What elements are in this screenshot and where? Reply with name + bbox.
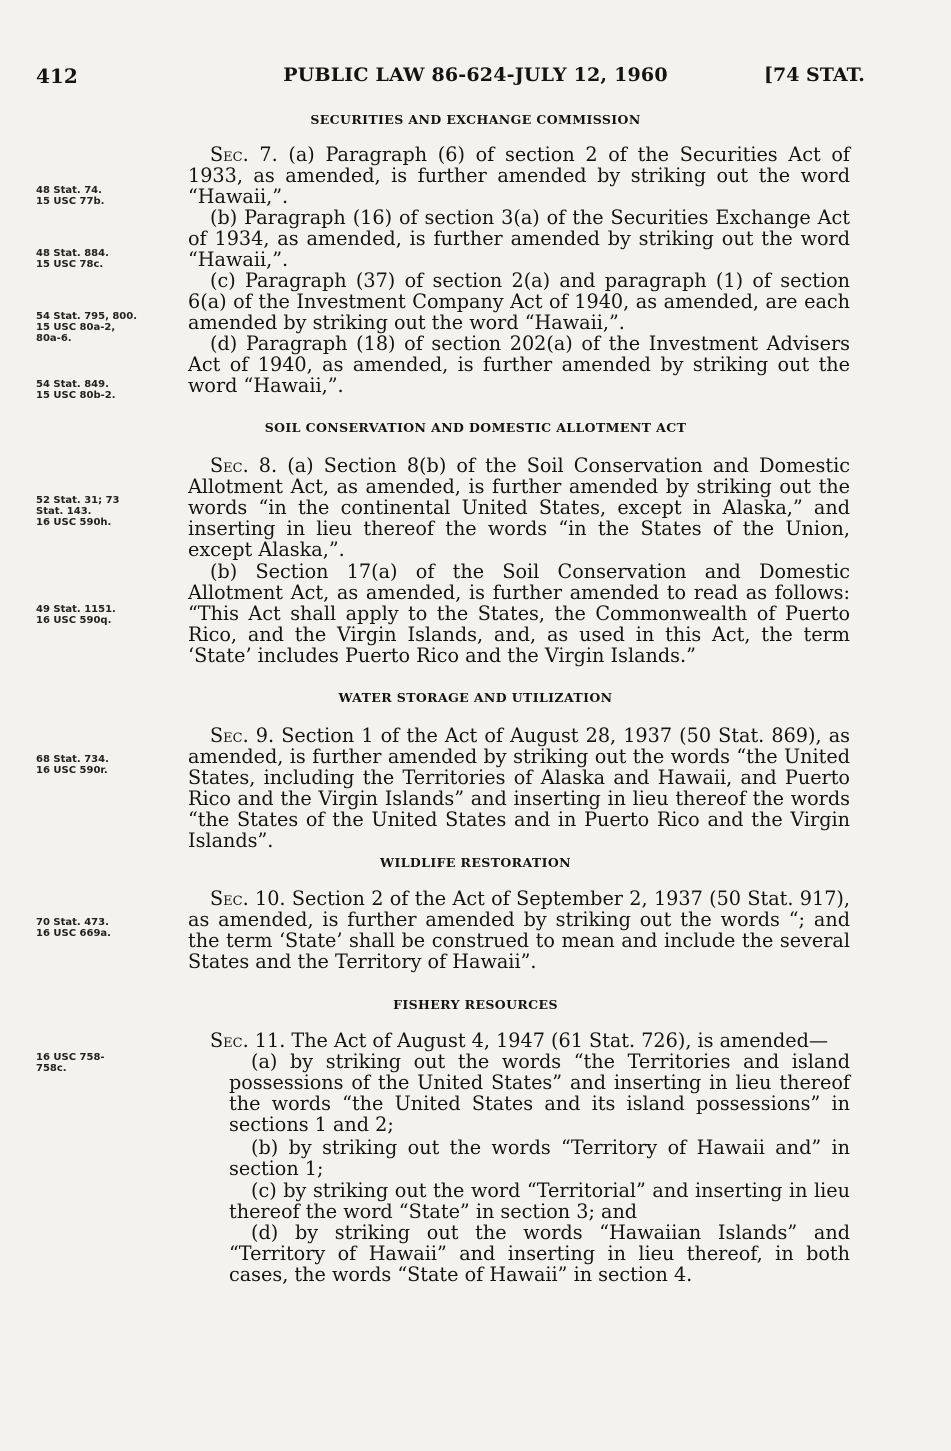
section-label: Sec. 10. bbox=[210, 887, 286, 910]
section-7a: Sec. 7. (a) Paragraph (6) of section 2 of the Securities Act of 1933, as amended, is further amended by striking out the word “Hawaii,”. bbox=[188, 143, 850, 208]
page-header bbox=[0, 64, 951, 88]
margin-note: 48 Stat. 74. 15 USC 77b. bbox=[36, 185, 105, 207]
volume-reference: [74 STAT. bbox=[764, 64, 865, 86]
section-11a: (a) by striking out the words “the Territories and island possessions of the United States” and inserting in lieu thereof the words “the United States and its island possessions” in sections 1 and 2; bbox=[229, 1050, 850, 1136]
section-7b: (b) Paragraph (16) of section 3(a) of the Securities Exchange Act of 1934, as amended, is further amended by striking out the word “Hawaii,”. bbox=[188, 206, 850, 271]
page-number: 412 bbox=[36, 64, 78, 88]
section-11b: (b) by striking out the words “Territory of Hawaii and” in section 1; bbox=[229, 1136, 850, 1180]
running-head: PUBLIC LAW 86-624-JULY 12, 1960 bbox=[283, 64, 668, 86]
section-11d: (d) by striking out the words “Hawaiian Islands” and “Territory of Hawaii” and inserting in lieu thereof, in both cases, the words “State of Hawaii” in section 4. bbox=[229, 1221, 850, 1286]
section-8a: Sec. 8. (a) Section 8(b) of the Soil Conservation and Domestic Allotment Act, as amended, is further amended by striking out the words “in the continental United States, except in Alaska,” and inserting in lieu thereof the words “in the States of the Union, except Alaska,”. bbox=[188, 454, 850, 561]
section-8b: (b) Section 17(a) of the Soil Conservation and Domestic Allotment Act, as amended, is further amended to read as follows: “This Act shall apply to the States, the Commonwealth of Puerto Rico, and the Virgin Islands, and, as used in this Act, the term ‘State’ includes Puerto Rico and the Virgin Islands.” bbox=[188, 560, 850, 667]
section-7d: (d) Paragraph (18) of section 202(a) of the Investment Advisers Act of 1940, as amended, is further amended by striking out the word “Hawaii,”. bbox=[188, 332, 850, 397]
section-10: Sec. 10. Section 2 of the Act of September 2, 1937 (50 Stat. 917), as amended, is further amended by striking out the words “; and the term ‘State’ shall be construed to mean and include the several States and the Territory of Hawaii”. bbox=[188, 887, 850, 973]
margin-note: 54 Stat. 849. 15 USC 80b-2. bbox=[36, 379, 116, 401]
margin-note: 70 Stat. 473. 16 USC 669a. bbox=[36, 917, 111, 939]
margin-note: 48 Stat. 884. 15 USC 78c. bbox=[36, 248, 109, 270]
section-label: Sec. 9. bbox=[210, 724, 275, 747]
section-label: Sec. 7. bbox=[210, 143, 278, 166]
margin-note: 49 Stat. 1151. 16 USC 590q. bbox=[36, 604, 116, 626]
section-11c: (c) by striking out the word “Territorial” and inserting in lieu thereof the word “State” in section 3; and bbox=[229, 1179, 850, 1223]
margin-note: 68 Stat. 734. 16 USC 590r. bbox=[36, 754, 109, 776]
heading-fishery-resources: FISHERY RESOURCES bbox=[393, 997, 558, 1012]
margin-note: 52 Stat. 31; 73 Stat. 143. 16 USC 590h. bbox=[36, 495, 120, 528]
heading-water-storage: WATER STORAGE AND UTILIZATION bbox=[338, 690, 613, 705]
section-7c: (c) Paragraph (37) of section 2(a) and paragraph (1) of section 6(a) of the Investment Company Act of 1940, as amended, are each amended by striking out the word “Hawaii,”. bbox=[188, 269, 850, 334]
margin-note: 54 Stat. 795, 800. 15 USC 80a-2, 80a-6. bbox=[36, 311, 138, 344]
heading-soil-conservation: SOIL CONSERVATION AND DOMESTIC ALLOTMENT ACT bbox=[264, 420, 687, 435]
margin-note: 16 USC 758- 758c. bbox=[36, 1052, 105, 1074]
section-9: Sec. 9. Section 1 of the Act of August 28, 1937 (50 Stat. 869), as amended, is further amended by striking out the words “the United States, including the Territories of Alaska and Hawaii, and Puerto Rico and the Virgin Islands” and inserting in lieu thereof the words “the States of the United States and in Puerto Rico and the Virgin Islands”. bbox=[188, 724, 850, 852]
section-label: Sec. 8. bbox=[210, 454, 278, 477]
section-label: Sec. 11. bbox=[210, 1029, 286, 1052]
heading-wildlife-restoration: WILDLIFE RESTORATION bbox=[380, 855, 571, 870]
section-11: Sec. 11. The Act of August 4, 1947 (61 Stat. 726), is amended— bbox=[210, 1029, 829, 1052]
heading-securities-exchange: SECURITIES AND EXCHANGE COMMISSION bbox=[310, 112, 641, 127]
